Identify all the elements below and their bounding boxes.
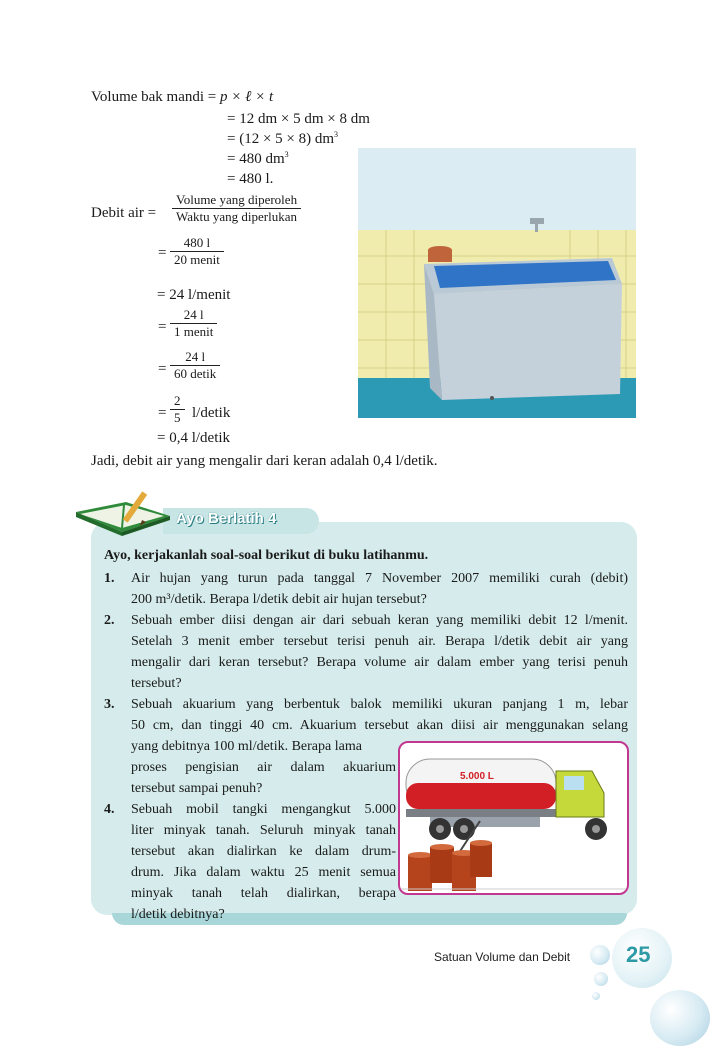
decorative-bubble xyxy=(590,945,610,965)
decorative-bubble xyxy=(592,992,600,1000)
page-number: 25 xyxy=(626,942,651,967)
volume-step-4: = 480 l. xyxy=(227,171,274,187)
decorative-bubble xyxy=(650,990,710,1046)
debit-label: Debit air = xyxy=(91,205,157,221)
volume-label: Volume bak mandi = p × ℓ × t xyxy=(91,89,274,105)
exercise-intro: Ayo, kerjakanlah soal-soal berikut di buku latihanmu. xyxy=(104,548,429,563)
fraction-volume-over-time: Volume yang diperoleh Waktu yang diperlukan xyxy=(172,192,301,225)
fraction-24-over-60: 24 l 60 detik xyxy=(170,349,220,382)
unit-l-per-second: l/detik xyxy=(192,405,231,421)
equals-sign: = xyxy=(158,405,167,421)
volume-step-1: = 12 dm × 5 dm × 8 dm xyxy=(227,111,370,127)
book-pencil-icon xyxy=(66,474,186,544)
result-per-second: = 0,4 l/detik xyxy=(157,430,231,446)
fraction-480-over-20: 480 l 20 menit xyxy=(170,235,224,268)
bathtub-illustration xyxy=(358,148,636,418)
equals-sign: = xyxy=(158,319,167,335)
exercise-title: Ayo Berlatih 4 xyxy=(176,510,277,527)
volume-step-2: = (12 × 5 × 8) $dm^3$ xyxy=(227,130,339,147)
fraction-24-over-1: 24 l 1 menit xyxy=(170,307,217,340)
tanker-truck-illustration xyxy=(398,741,629,895)
decorative-bubble xyxy=(594,972,608,986)
result-per-minute: = 24 l/menit xyxy=(157,287,231,303)
conclusion: Jadi, debit air yang mengalir dari keran adalah 0,4 l/detik. xyxy=(91,453,438,469)
volume-step-3: = 480 $dm^3$ xyxy=(227,150,289,167)
chapter-title: Satuan Volume dan Debit xyxy=(434,950,571,964)
fraction-2-over-5: $\frac{2}{5}$ xyxy=(170,393,185,426)
equals-sign: = xyxy=(158,361,167,377)
equals-sign: = xyxy=(158,245,167,261)
svg-text:5.000 L: 5.000 L xyxy=(460,771,494,782)
